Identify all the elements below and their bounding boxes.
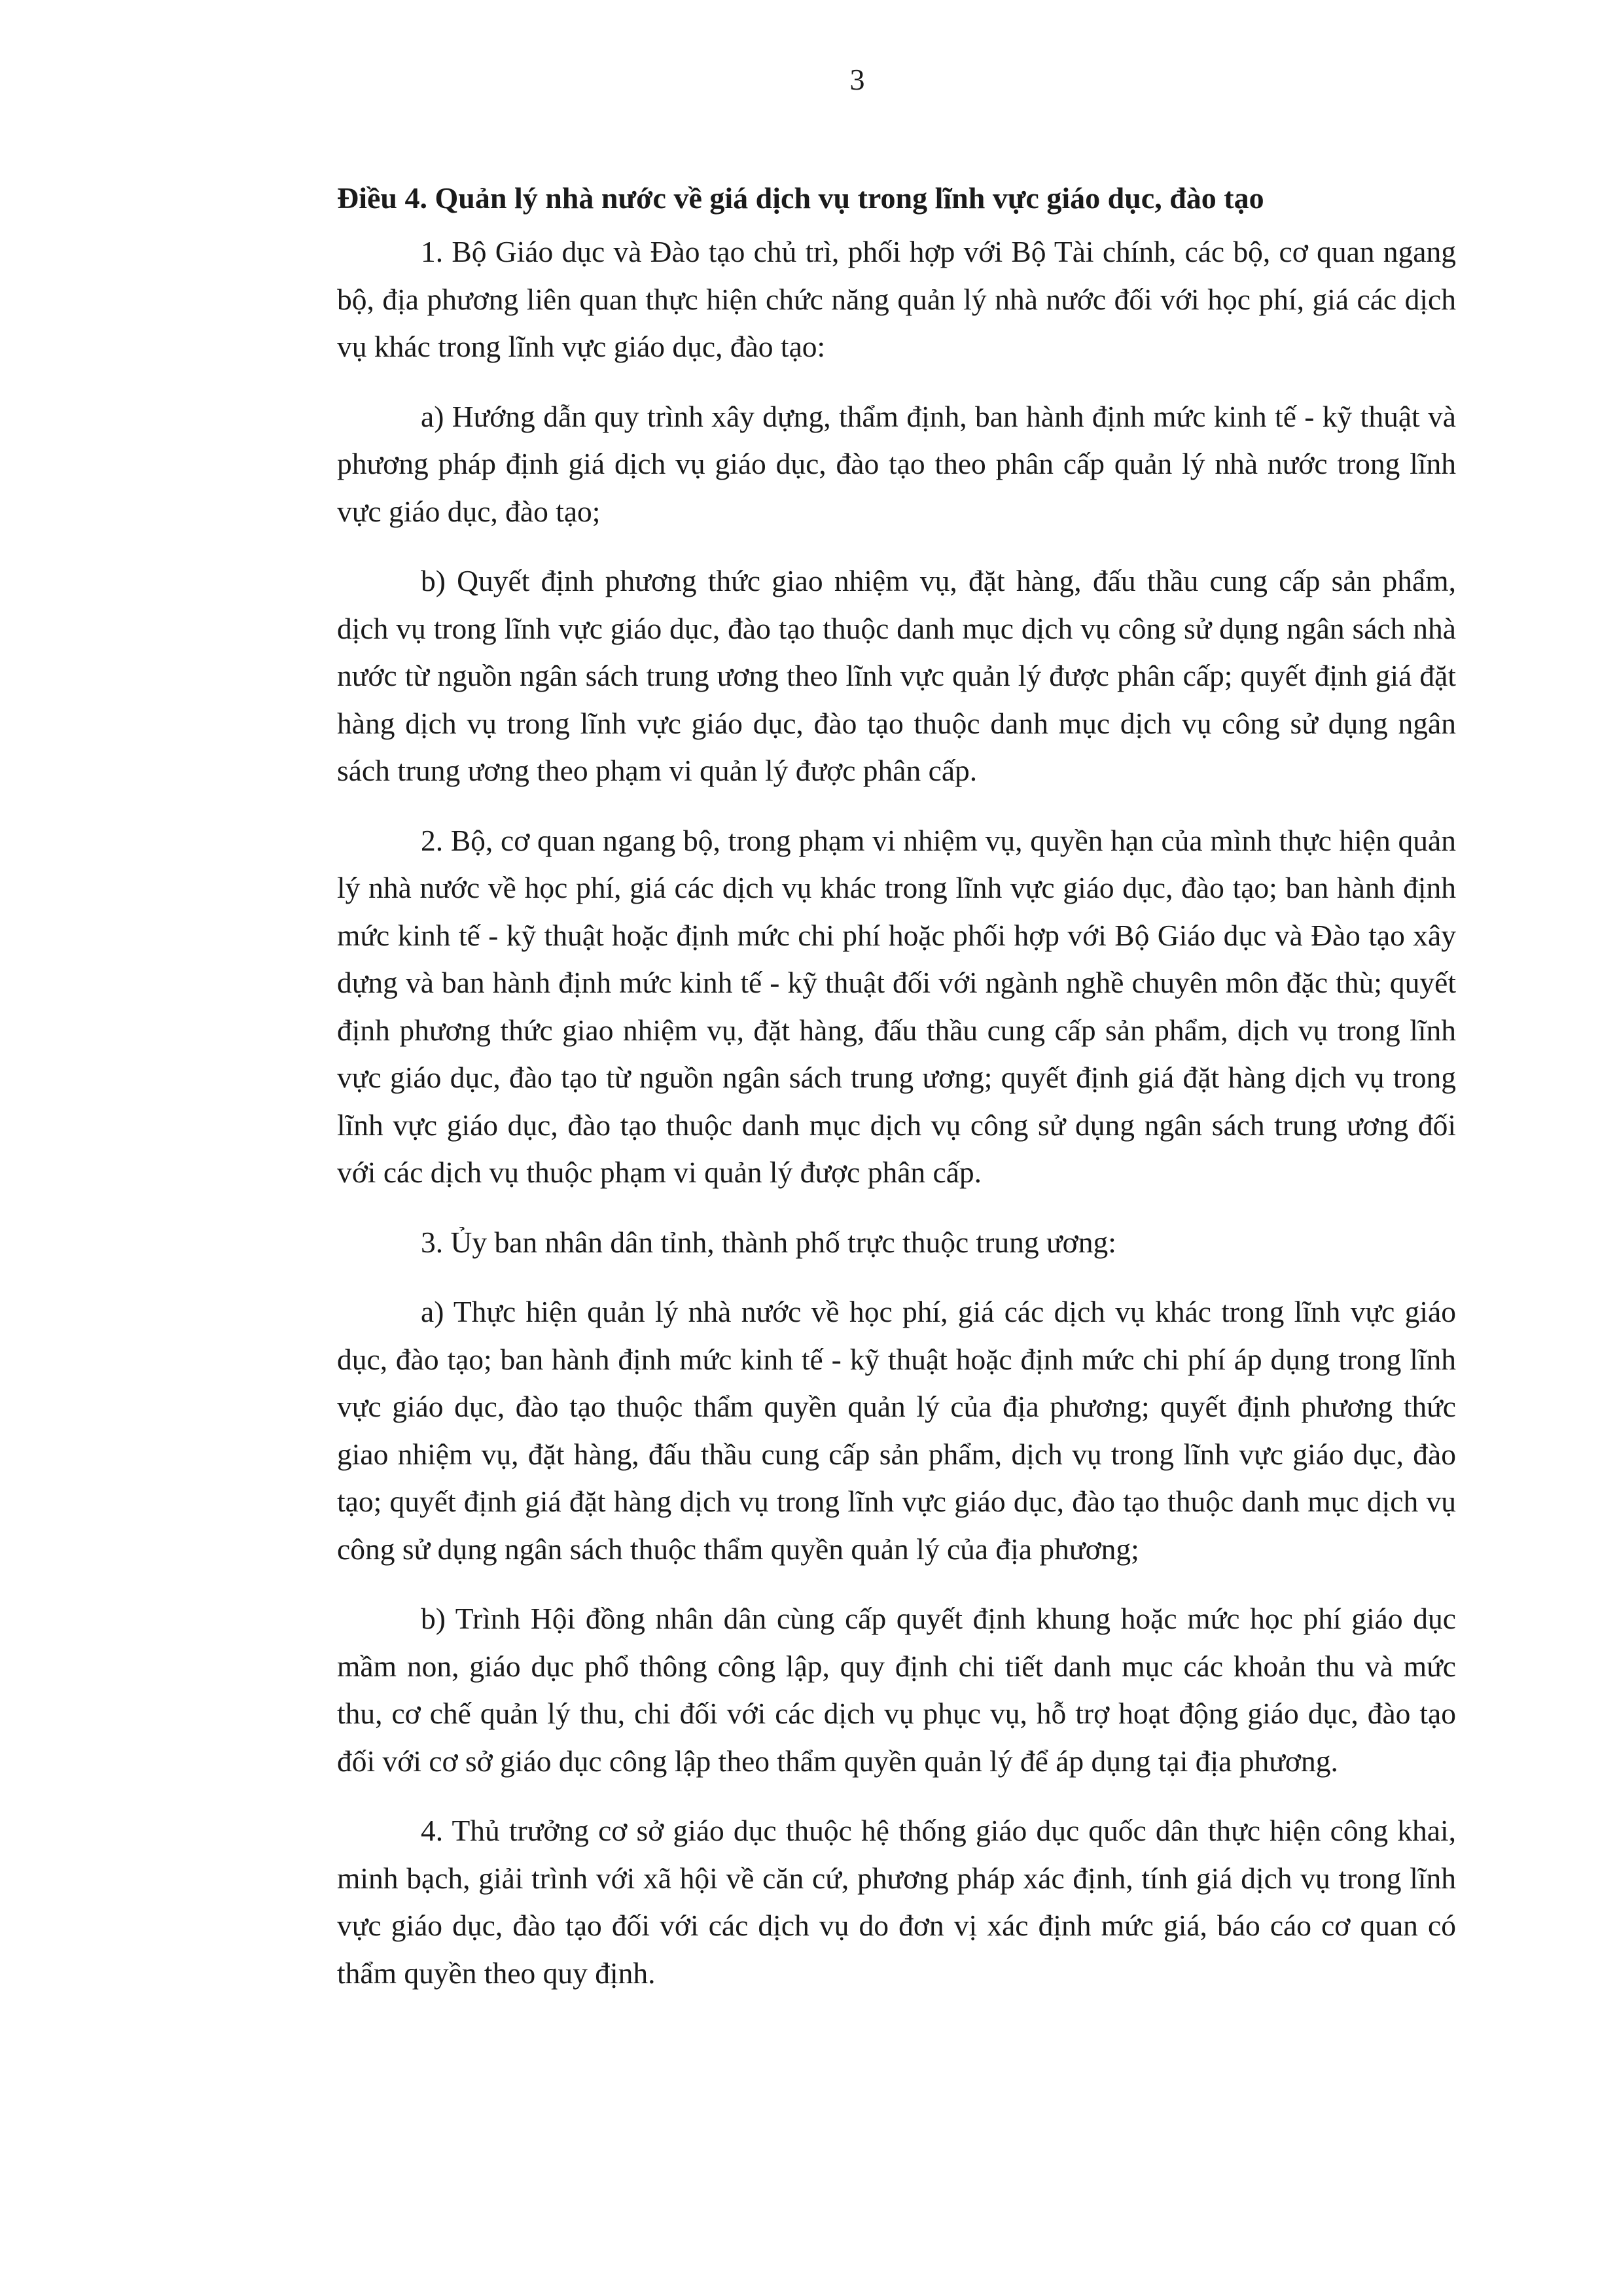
- clause-1-point-b: b) Quyết định phương thức giao nhiệm vụ, đặt hàng, đấu thầu cung cấp sản phẩm, dịch vụ trong lĩnh vực giáo dục, đào tạo thuộc danh mục dịch vụ công sử dụng ngân sách nhà nước từ nguồn ngân sách trung ương theo lĩnh vực quản lý được phân cấp; quyết định giá đặt hàng dịch vụ trong lĩnh vực giáo dục, đào tạo thuộc danh mục dịch vụ công sử dụng ngân sách trung ương theo phạm vi quản lý được phân cấp.: [337, 564, 1456, 787]
- clause-3-point-a: a) Thực hiện quản lý nhà nước về học phí, giá các dịch vụ khác trong lĩnh vực giáo dục, đào tạo; ban hành định mức kinh tế - kỹ thuật hoặc định mức chi phí áp dụng trong lĩnh vực giáo dục, đào tạo thuộc thẩm quyền quản lý của địa phương; quyết định phương thức giao nhiệm vụ, đặt hàng, đấu thầu cung cấp sản phẩm, dịch vụ trong lĩnh vực giáo dục, đào tạo; quyết định giá đặt hàng dịch vụ trong lĩnh vực giáo dục, đào tạo thuộc danh mục dịch vụ công sử dụng ngân sách thuộc thẩm quyền quản lý của địa phương;: [337, 1295, 1456, 1566]
- document-body: [337, 173, 1456, 2019]
- clause-1: 1. Bộ Giáo dục và Đào tạo chủ trì, phối hợp với Bộ Tài chính, các bộ, cơ quan ngang bộ, địa phương liên quan thực hiện chức năng quản lý nhà nước đối với học phí, giá các dịch vụ khác trong lĩnh vực giáo dục, đào tạo:: [337, 235, 1456, 363]
- clause-2: 2. Bộ, cơ quan ngang bộ, trong phạm vi nhiệm vụ, quyền hạn của mình thực hiện quản lý nhà nước về học phí, giá các dịch vụ khác trong lĩnh vực giáo dục, đào tạo; ban hành định mức kinh tế - kỹ thuật hoặc định mức chi phí hoặc phối hợp với Bộ Giáo dục và Đào tạo xây dựng và ban hành định mức kinh tế - kỹ thuật đối với ngành nghề chuyên môn đặc thù; quyết định phương thức giao nhiệm vụ, đặt hàng, đấu thầu cung cấp sản phẩm, dịch vụ trong lĩnh vực giáo dục, đào tạo từ nguồn ngân sách trung ương; quyết định giá đặt hàng dịch vụ trong lĩnh vực giáo dục, đào tạo thuộc danh mục dịch vụ công sử dụng ngân sách trung ương đối với các dịch vụ thuộc phạm vi quản lý được phân cấp.: [337, 823, 1456, 1189]
- clause-4: 4. Thủ trưởng cơ sở giáo dục thuộc hệ thống giáo dục quốc dân thực hiện công khai, minh bạch, giải trình với xã hội về căn cứ, phương pháp xác định, tính giá dịch vụ trong lĩnh vực giáo dục, đào tạo đối với các dịch vụ do đơn vị xác định mức giá, báo cáo cơ quan có thẩm quyền theo quy định.: [337, 1814, 1456, 1990]
- article-heading: Điều 4. Quản lý nhà nước về giá dịch vụ trong lĩnh vực giáo dục, đào tạo: [337, 181, 1264, 215]
- page-number: 3: [849, 63, 865, 96]
- clause-1-point-a: a) Hướng dẫn quy trình xây dựng, thẩm định, ban hành định mức kinh tế - kỹ thuật và phương pháp định giá dịch vụ giáo dục, đào tạo theo phân cấp quản lý nhà nước trong lĩnh vực giáo dục, đào tạo;: [337, 399, 1456, 528]
- clause-3-point-b: b) Trình Hội đồng nhân dân cùng cấp quyết định khung hoặc mức học phí giáo dục mầm non, giáo dục phổ thông công lập, quy định chi tiết danh mục các khoản thu và mức thu, cơ chế quản lý thu, chi đối với các dịch vụ phục vụ, hỗ trợ hoạt động giáo dục, đào tạo đối với cơ sở giáo dục công lập theo thẩm quyền quản lý để áp dụng tại địa phương.: [337, 1602, 1456, 1778]
- clause-3: 3. Ủy ban nhân dân tỉnh, thành phố trực thuộc trung ương:: [421, 1225, 1116, 1259]
